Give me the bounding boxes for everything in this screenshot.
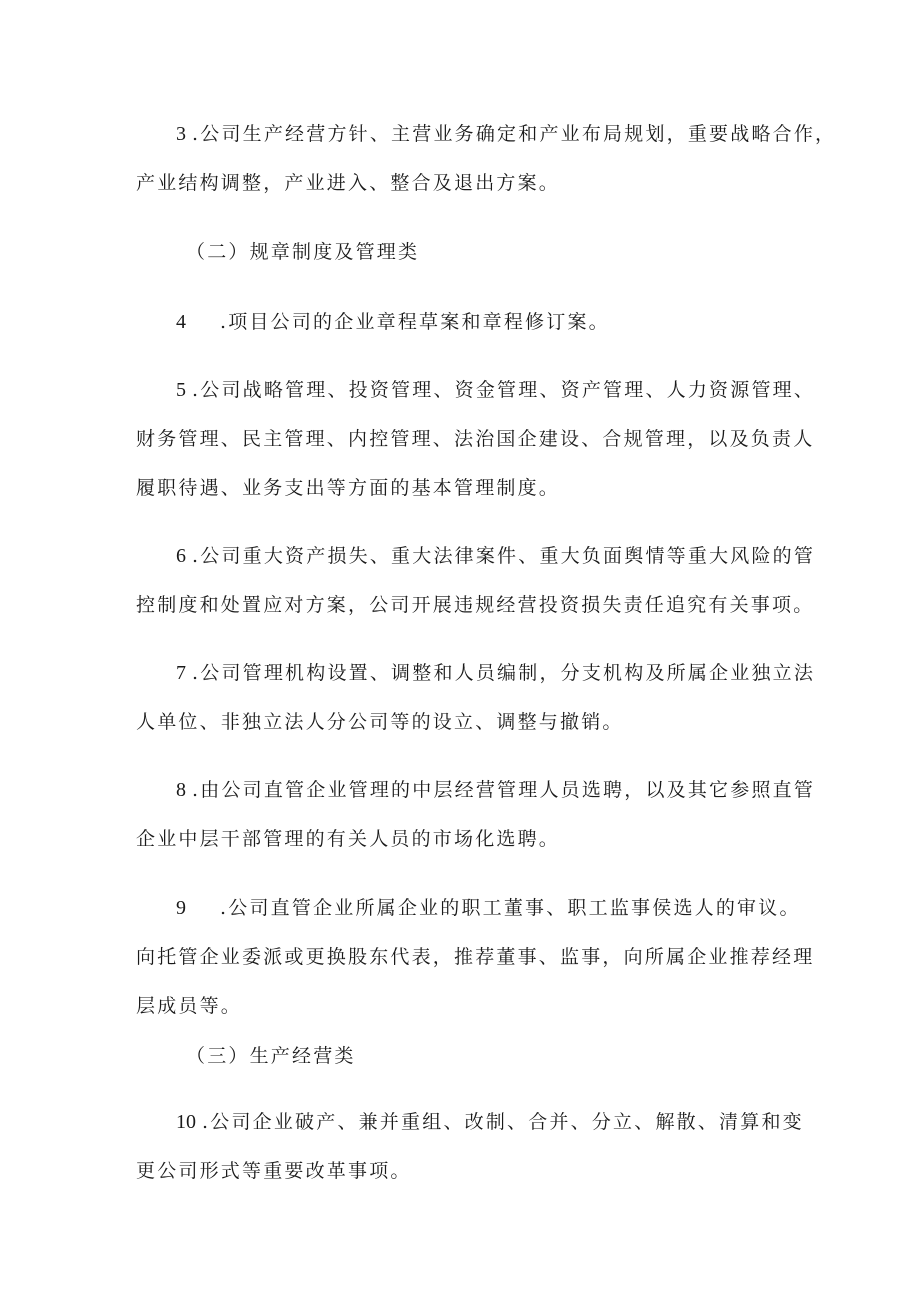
item-number: 7 <box>176 662 186 684</box>
item-number: 6 <box>176 545 186 567</box>
item-6-line-1 <box>176 544 836 568</box>
item-text: .由公司直管企业管理的中层经营管理人员选聘，以及其它参照直管 <box>192 779 816 801</box>
item-3-line-2: 产业结构调整，产业进入、整合及退出方案。 <box>136 172 561 194</box>
item-text: .公司企业破产、兼并重组、改制、合并、分立、解散、清算和变 <box>202 1111 804 1133</box>
item-8-line-1 <box>176 778 836 802</box>
item-3-line-1 <box>176 122 836 146</box>
item-number: 10 <box>176 1111 196 1133</box>
item-number: 5 <box>176 379 186 401</box>
item-9-line-1 <box>176 896 836 920</box>
item-number: 8 <box>176 779 186 801</box>
item-7-line-1 <box>176 661 836 685</box>
item-5-line-3: 履职待遇、业务支出等方面的基本管理制度。 <box>136 477 561 499</box>
item-5-line-1 <box>176 378 836 402</box>
section-heading-production: （三）生产经营类 <box>186 1045 356 1067</box>
item-10-line-1 <box>176 1110 836 1134</box>
item-6-line-2: 控制度和处置应对方案，公司开展违规经营投资损失责任追究有关事项。 <box>136 594 815 616</box>
item-text: .公司战略管理、投资管理、资金管理、资产管理、人力资源管理、 <box>192 379 816 401</box>
item-text: .项目公司的企业章程草案和章程修订案。 <box>220 311 610 333</box>
item-4-line-1 <box>176 310 836 334</box>
item-text: .公司管理机构设置、调整和人员编制，分支机构及所属企业独立法 <box>192 662 816 684</box>
item-number: 9 <box>176 897 186 919</box>
item-text: .公司生产经营方针、主营业务确定和产业布局规划，重要战略合作， <box>192 123 837 145</box>
item-text: .公司直管企业所属企业的职工董事、职工监事侯选人的审议。 <box>220 897 801 919</box>
item-8-line-2: 企业中层干部管理的有关人员的市场化选聘。 <box>136 828 561 850</box>
item-9-line-3: 层成员等。 <box>136 995 243 1017</box>
item-10-line-2: 更公司形式等重要改革事项。 <box>136 1160 412 1182</box>
item-text: .公司重大资产损失、重大法律案件、重大负面舆情等重大风险的管 <box>192 545 816 567</box>
section-heading-regulations: （二）规章制度及管理类 <box>186 241 420 263</box>
item-number: 4 <box>176 311 186 333</box>
item-7-line-2: 人单位、非独立法人分公司等的设立、调整与撤销。 <box>136 711 624 733</box>
item-9-line-2: 向托管企业委派或更换股东代表，推荐董事、监事，向所属企业推荐经理 <box>136 946 815 968</box>
item-5-line-2: 财务管理、民主管理、内控管理、法治国企建设、合规管理，以及负责人 <box>136 428 815 450</box>
item-number: 3 <box>176 123 186 145</box>
